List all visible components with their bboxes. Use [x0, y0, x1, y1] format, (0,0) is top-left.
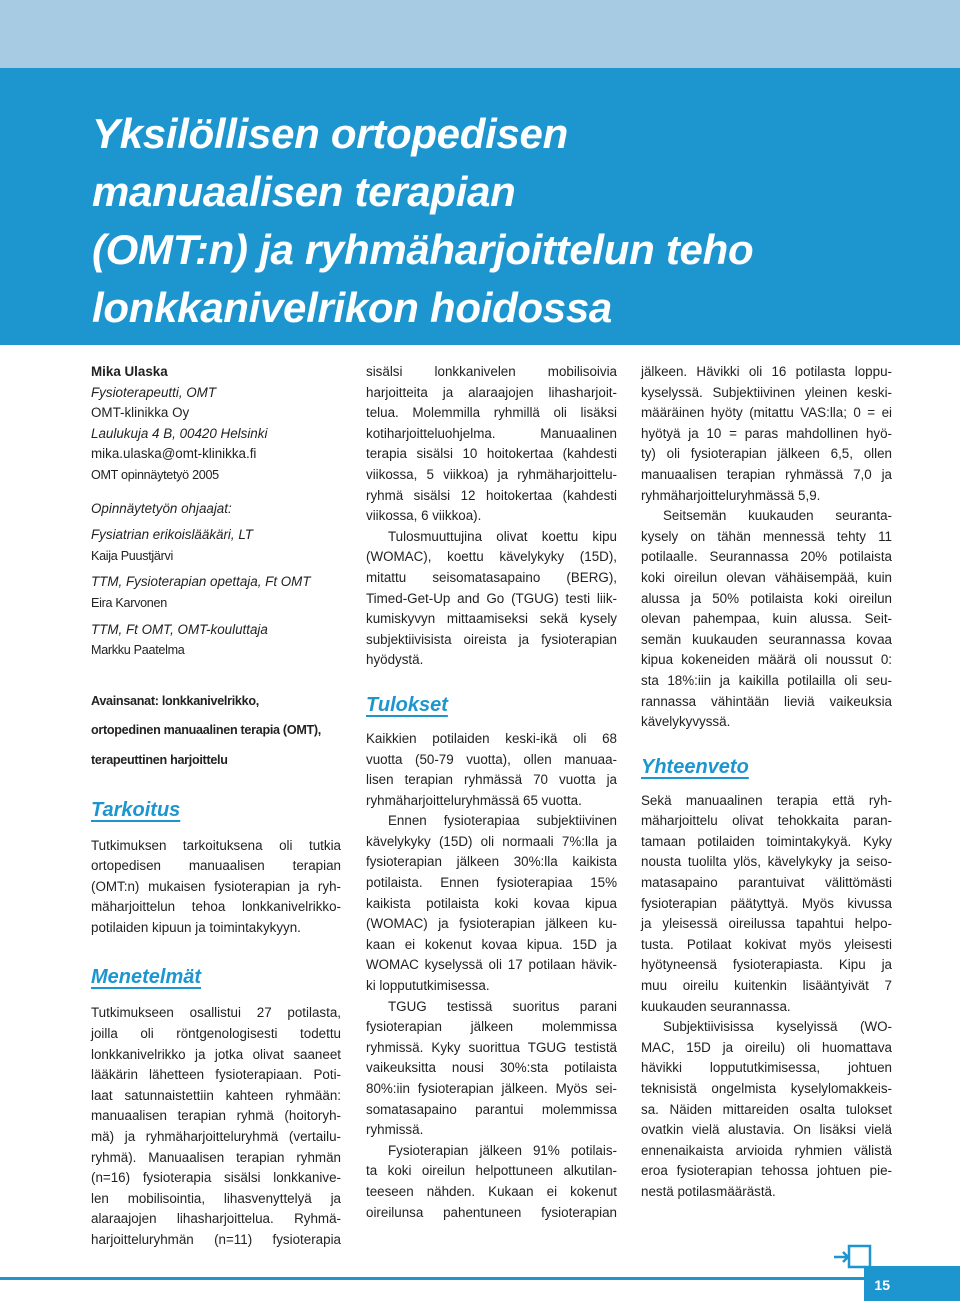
text-line: Sekä manuaalinen terapia että ryh- — [641, 792, 892, 808]
author-name: Mika Ulaska — [91, 364, 168, 379]
tarkoitus-paragraph — [91, 836, 341, 939]
text-line: muu oireilu kuitenkin lisääntyivät 7 — [641, 978, 892, 994]
text-line: (n=16) fysioterapia sisälsi lonkkanive- — [91, 1170, 341, 1186]
text-line: TGUG testissä suoritus parani — [388, 998, 617, 1014]
text-line: mä) ja ryhmäharjoitteluryhmä (vertailu- — [91, 1129, 341, 1145]
text-line: manuaalisen terapian ryhmä (hoitoryh- — [91, 1108, 341, 1124]
supervisor-2-name: Eira Karvonen — [91, 595, 167, 610]
title-line: manuaalisen terapian — [92, 168, 516, 215]
text-line: kävelykyvyssä. — [641, 714, 731, 730]
tulokset-col3-paragraph-1 — [641, 362, 892, 506]
text-line: potilaiden kipuun ja toimintakykyyn. — [91, 919, 301, 935]
supervisors-label: Opinnäytetyön ohjaajat: — [91, 500, 232, 516]
text-line: kaan ei kokenut kovaa kipua. 15D ja — [366, 936, 617, 952]
text-line: kipua kokeneiden määrä oli noussut 0: — [641, 652, 892, 668]
text-line: kysely on tähän mennessä tehty 11 — [641, 528, 892, 544]
yhteenveto-paragraph-1 — [641, 791, 892, 1018]
text-line: ennenaikaista arvioida ryhmien välistä — [641, 1142, 892, 1158]
text-line: laat satunnaistettiin kahteen ryhmään: — [91, 1087, 341, 1103]
keywords-line: terapeuttinen harjoittelu — [91, 752, 228, 767]
text-line: ty) oli fysioterapian jälkeen 6,5, ollen — [641, 446, 892, 462]
text-line: 80%:iin fysioterapian jälkeen. Myös sei- — [366, 1081, 617, 1096]
supervisor-3-name: Markku Paatelma — [91, 643, 185, 658]
text-line: MAC, 15D ja oireilu) oli huomattava — [641, 1039, 892, 1055]
supervisor-3-title: TTM, Ft OMT, OMT-kouluttaja — [91, 621, 268, 637]
text-line: sisälsi lonkkanivelen mobilisoivia — [366, 364, 617, 379]
text-line: matasapaino parantuivat välittömästi — [641, 875, 892, 891]
text-line: Ennen fysioterapiaa subjektiivinen — [388, 813, 617, 829]
text-line: oireilunsa pahentuneen fysioterapian — [366, 1204, 617, 1220]
tulokset-paragraph-2 — [366, 811, 617, 996]
title-line: Yksilöllisen ortopedisen — [92, 110, 568, 157]
author-email: mika.ulaska@omt-klinikka.fi — [91, 446, 257, 462]
text-line: (WOMAC), koettu kävelykyky (15D), — [366, 549, 617, 565]
text-line: Tutkimuksen tarkoituksena oli tutkia — [91, 837, 341, 853]
text-line: ortopedisen manuaalisen terapian — [91, 858, 341, 874]
tulokset-paragraph-4 — [366, 1141, 617, 1223]
text-line: kaikista potilaista koki kovaa kipua — [366, 895, 617, 911]
author-address: Laulukuja 4 B, 00420 Helsinki — [91, 425, 268, 441]
text-line: ryhmissä. — [366, 1122, 424, 1138]
menetelmat-paragraph — [91, 1003, 341, 1250]
top-color-strip — [0, 0, 960, 68]
text-line: hyötyneensä fysioterapiasta. Kipu ja — [641, 957, 892, 973]
text-line: telua. Molemmilla ryhmillä oli lisäksi — [366, 405, 617, 421]
text-line: fysioterapian päätyttyä. Myös kivussa — [641, 895, 892, 911]
text-line: kyselyssä. Subjektiivinen yleinen keski- — [641, 384, 892, 400]
text-line: ryhmä sisälsi 12 hoitokertaa (kahdesti — [366, 487, 617, 503]
supervisor-1-name: Kaija Puustjärvi — [91, 548, 173, 563]
footer-rule — [0, 1277, 864, 1280]
text-line: (OMT:n) mukaisen fysioterapian ja ryh- — [91, 878, 341, 894]
yhteenveto-paragraph-2 — [641, 1017, 892, 1202]
text-line: hävikki loppututkimisessa, johtuen — [641, 1060, 892, 1076]
text-line: Timed-Get-Up and Go (TGUG) testi liik- — [366, 590, 617, 606]
text-line: Subjektiivisissa kyselyissä (WO- — [663, 1019, 892, 1035]
page-number: 15 — [874, 1277, 890, 1293]
text-line: tusta. Potilaat kokivat myös yleisesti — [641, 936, 892, 952]
author-role: Fysioterapeutti, OMT — [91, 384, 217, 400]
text-line: viikossa, 5 viikkoa) ja ryhmäharjoittelu- — [366, 466, 617, 482]
text-line: kuukauden seurannassa. — [641, 998, 791, 1014]
column-2 — [366, 362, 617, 1223]
tulokset-col3-paragraph-2 — [641, 506, 892, 733]
text-line: eroa fysioterapian tehossa johtuen pie- — [641, 1163, 892, 1179]
text-line: kävelykyky (15D) oli normaali 7%:lla ja — [366, 833, 617, 849]
text-line: mäharjoittelu olivat tehokkaita paran- — [641, 813, 892, 829]
text-line: harjoitteluryhmän (n=11) fysioterapia — [91, 1232, 341, 1247]
author-clinic: OMT-klinikka Oy — [91, 405, 190, 421]
tulokset-paragraph-1 — [366, 729, 617, 811]
text-line: joilla oli röntgenologisesti todettu — [91, 1026, 341, 1042]
text-line: ja yleisessä oireilussa tapahtui helpo- — [641, 916, 892, 932]
column-3 — [641, 362, 892, 1203]
text-line: hyödystä. — [366, 652, 424, 668]
text-line: tamaan potilaiden toimintakykyä. Kyky — [641, 833, 892, 849]
text-line: ta koki oireilun helpottuneen alkutilan- — [366, 1163, 617, 1179]
title-line: (OMT:n) ja ryhmäharjoittelun teho — [92, 226, 754, 273]
text-line: Tutkimukseen osallistui 27 potilasta, — [91, 1005, 341, 1021]
text-line: ryhmissä. Kyky suorittua TGUG testistä — [366, 1039, 617, 1055]
text-line: Seitsemän kuukauden seuranta- — [663, 508, 892, 524]
text-line: WOMAC kyselyssä oli 17 potilaan hävik- — [366, 957, 617, 973]
text-line: terapia sisälsi 10 hoitokertaa (kahdesti — [366, 446, 617, 462]
text-line: ki loppututkimisessa. — [366, 978, 490, 994]
heading-tarkoitus: Tarkoitus — [91, 798, 181, 821]
text-line: lisen terapian ryhmässä 70 vuotta ja — [366, 772, 617, 788]
text-line: somatasapaino parantui molemmissa — [366, 1101, 617, 1117]
text-line: sa. Näiden mittareiden osalta tulokset — [641, 1101, 892, 1117]
text-line: määräinen hyöty (mitattu VAS:lla; 0 = ei — [641, 405, 892, 421]
text-line: alaraajojen lihasharjoittelua. Ryhmä- — [91, 1211, 341, 1227]
page-number-box — [864, 1266, 960, 1301]
text-line: Tulosmuuttujina olivat koettu kipu — [388, 528, 617, 544]
text-line: alussa ja 50% potilaista koki oireilun — [641, 590, 892, 606]
text-line: sta 18%:iin ja kaikilla potilailla oli seu- — [641, 672, 892, 688]
keywords-line: Avainsanat: lonkkanivelrikko, — [91, 693, 259, 708]
text-line: jälkeen. Hävikki oli 16 potilasta loppu- — [641, 364, 892, 379]
heading-tulokset: Tulokset — [366, 693, 448, 716]
text-line: mäharjoittelun tehoa lonkkanivelrikko- — [91, 899, 341, 915]
text-line: teeseen nähden. Kukaan ei kokenut — [366, 1183, 617, 1199]
supervisor-1-title: Fysiatrian erikoislääkäri, LT — [91, 527, 253, 543]
text-line: vuotta (50-79 vuotta), ollen manuaa- — [366, 751, 617, 767]
text-line: potilaalle. Seurannassa 20% potilaista — [641, 549, 892, 565]
title-line: lonkkanivelrikon hoidossa — [92, 284, 612, 331]
article-title — [92, 105, 932, 337]
text-line: lääkärin lähetteen fysioterapiaan. Poti- — [91, 1067, 341, 1083]
thesis-label: OMT opinnäytetyö 2005 — [91, 467, 219, 482]
text-line: Fysioterapian jälkeen 91% potilais- — [388, 1142, 617, 1158]
heading-menetelmat: Menetelmät — [91, 966, 202, 989]
text-line: viikossa, 6 viikkoa). — [366, 508, 482, 524]
text-line: kumiskyvyn mittaamiseksi sekä kysely — [366, 611, 617, 627]
text-line: vaikeuksitta nousi 30%:sta potilaista — [366, 1060, 617, 1076]
text-line: (WOMAC) ja fysioterapian jälkeen ku- — [366, 916, 617, 932]
tulokset-paragraph-3 — [366, 997, 617, 1141]
heading-yhteenveto: Yhteenveto — [641, 755, 749, 778]
supervisor-2-title: TTM, Fysioterapian opettaja, Ft OMT — [91, 574, 311, 590]
column-1 — [91, 362, 341, 1251]
text-line: teknisistä ongelmista kyselylomakkeis- — [641, 1081, 892, 1096]
text-line: Kaikkien potilaiden keski-ikä oli 68 — [366, 730, 617, 746]
text-line: koki oireilun olevan vähäisempää, kuin — [641, 569, 892, 585]
text-line: rannassa vähintään lieviä vaikeuksia — [641, 693, 892, 709]
text-line: olevan pahempaa, kuin alussa. Seit- — [641, 611, 892, 627]
text-line: lonkkanivelrikko ja jotka olivat saaneet — [91, 1046, 341, 1062]
text-line: hyötyä ja 10 = paras mahdollinen hyö- — [641, 425, 892, 441]
text-line: fysioterapian jälkeen 30%:lla kaikista — [366, 854, 617, 870]
text-line: nousta tuolilta ylös, kävelykyky ja seiso- — [641, 854, 892, 870]
text-line: ryhmäharjoitteluryhmässä 5,9. — [641, 487, 821, 503]
text-line: len mobilisointia, lihasvenyttelyä ja — [91, 1190, 341, 1206]
text-line: mitattu seisomatasapaino (BERG), — [366, 569, 617, 585]
keywords-line: ortopedinen manuaalinen terapia (OMT), — [91, 723, 322, 738]
text-line: fysioterapian jälkeen molemmissa — [366, 1019, 617, 1035]
text-line: ryhmä). Manuaalisen terapian ryhmän — [91, 1149, 341, 1165]
text-line: nestä potilasmäärästä. — [641, 1183, 776, 1199]
menetelmat-paragraph-2 — [366, 527, 617, 671]
text-line: semän kuukauden seurannassa kovaa — [641, 631, 892, 647]
text-line: ovatkin vielä alustavia. On lisäksi vielä — [641, 1122, 892, 1138]
text-line: subjektiivisista oireista ja fysioterapian — [366, 631, 617, 647]
text-line: harjoitteita ja alaraajojen lihasharjoit- — [366, 384, 617, 400]
text-line: manuaalisen terapian ryhmässä 7,0 ja — [641, 466, 892, 482]
text-line: kotiharjoitteluohjelma. Manuaalinen — [366, 425, 617, 441]
text-line: potilaista. Ennen fysioterapiaa 15% — [366, 875, 617, 891]
text-line: ryhmäharjoitteluryhmässä 65 vuotta. — [366, 792, 582, 808]
